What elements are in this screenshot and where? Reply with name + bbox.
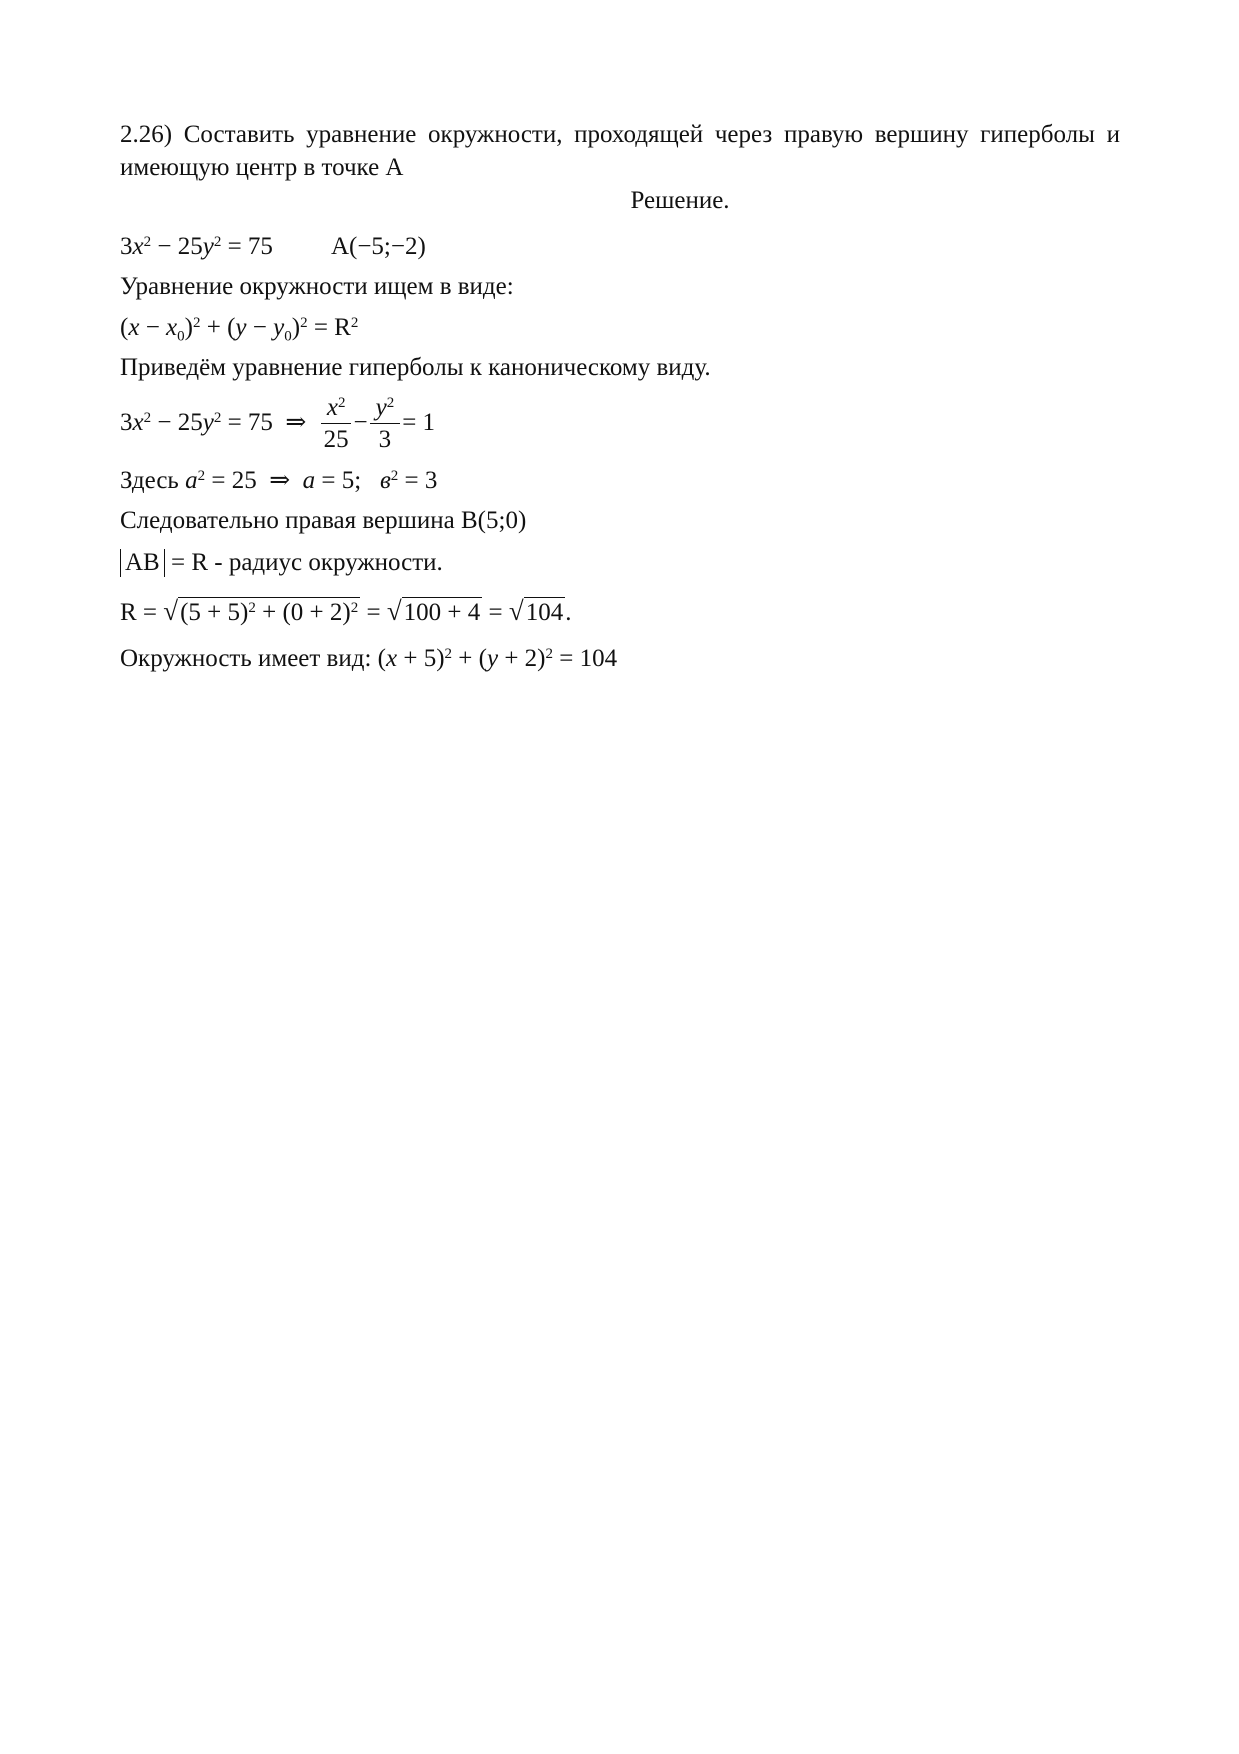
sqrt-1: $√(5 + 5)^2 + (0 + 2)^2$ <box>163 596 359 626</box>
answer-label: Окружность имеет вид: <box>120 645 372 672</box>
given-line <box>120 232 426 262</box>
ab-radius-text: - радиус окружности. <box>214 549 443 576</box>
vertex-line <box>120 506 526 536</box>
document-page <box>120 118 1120 672</box>
fraction-x: $\frac{x^2}{25}$ <box>321 393 352 456</box>
radius-calculation: $R = √(5 + 5)^2 + (0 + 2)^2 = √100 + 4 = √104$. <box>120 596 572 626</box>
circle-general-equation: $(x - x_0)^2 + (y - y_0)^2 = R^2$ <box>120 314 359 345</box>
given-equation: $3x^2 - 25y^2 = 75$ <box>120 233 273 260</box>
ab-radius-line: AB = R - радиус окружности. <box>120 548 443 578</box>
vertex-point: B(5;0) <box>461 507 527 534</box>
step-1-text: Уравнение окружности ищем в виде: <box>120 273 514 300</box>
step-2-text: Приведём уравнение гиперболы к каноническому виду. <box>120 354 711 381</box>
vertex-text: Следовательно правая вершина <box>120 507 455 534</box>
problem-statement: 2.26) Составить уравнение окружности, проходящей через правую вершину гиперболы и имеющую центр в точке А <box>120 121 1120 181</box>
ab-modulus: AB <box>120 549 165 577</box>
sqrt-3: √104 <box>508 596 564 626</box>
given-point: A(−5;−2) <box>330 233 426 260</box>
sqrt-2: √100 + 4 <box>386 596 481 626</box>
answer-line: Окружность имеет вид: $(x + 5)^2 + (y + 2)^2 = 104$ <box>120 645 618 672</box>
solution-heading: Решение. <box>630 187 730 214</box>
fraction-y: $\frac{y^2}{3}$ <box>370 393 401 456</box>
here-label: Здесь <box>120 467 179 494</box>
parameters-line: Здесь $a^2 = 25$ ⇒ a = 5; $в^2 = 3$ <box>120 467 438 494</box>
canonical-equation: $3x^2 - 25y^2 = 75$ ⇒ $\frac{x^2}{25}$ − $\frac{y^2}{3}$ = 1 <box>120 393 435 456</box>
